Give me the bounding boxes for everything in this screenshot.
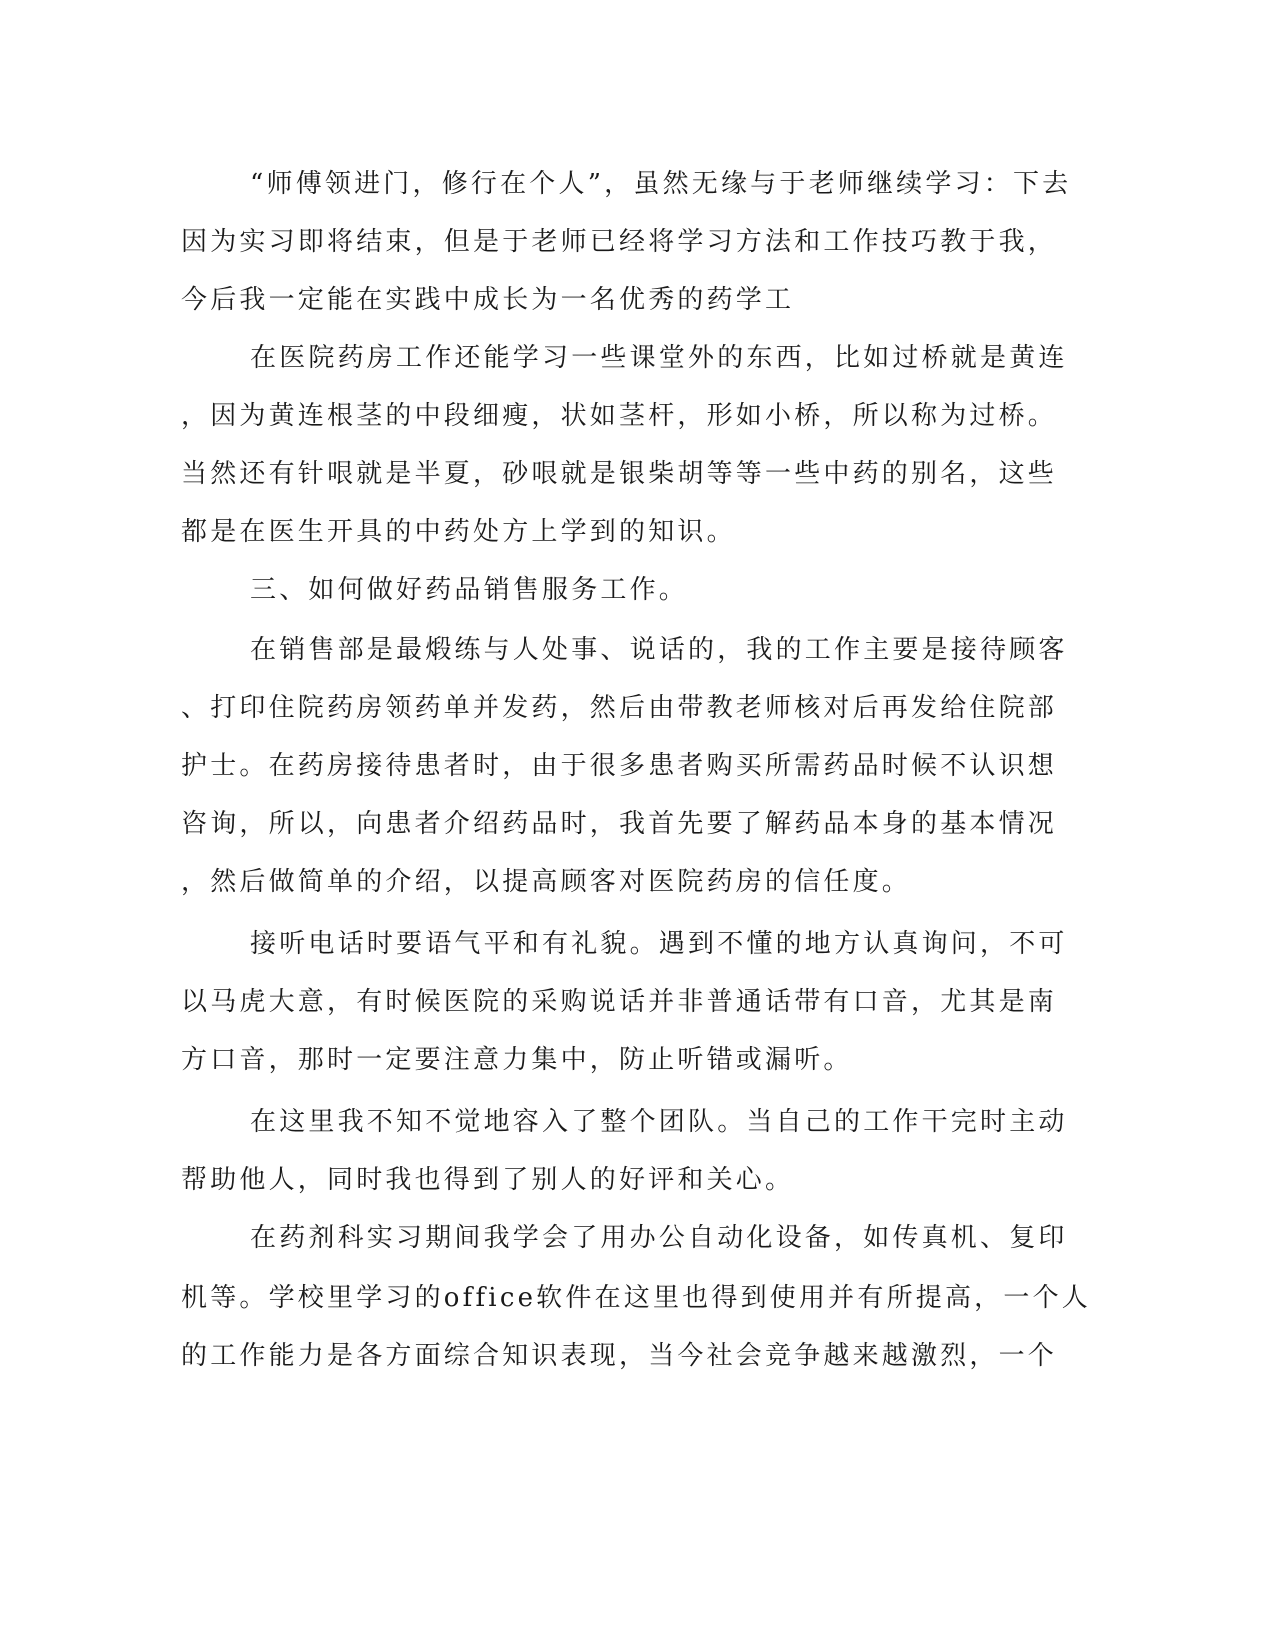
body-text-line: 机等。学校里学习的office软件在这里也得到使用并有所提高，一个人 bbox=[181, 1283, 1091, 1313]
body-text-line: 今后我一定能在实践中成长为一名优秀的药学工 bbox=[181, 285, 795, 315]
body-text-line: 都是在医生开具的中药处方上学到的知识。 bbox=[181, 517, 736, 547]
body-text-line: 护士。在药房接待患者时，由于很多患者购买所需药品时候不认识想 bbox=[181, 751, 1058, 781]
body-text-line: 在医院药房工作还能学习一些课堂外的东西，比如过桥就是黄连 bbox=[250, 343, 1068, 373]
body-text-line: 在这里我不知不觉地容入了整个团队。当自己的工作干完时主动 bbox=[250, 1107, 1068, 1137]
body-text-line: ，然后做简单的介绍，以提高顾客对医院药房的信任度。 bbox=[181, 867, 912, 897]
body-text-line: 以马虎大意，有时候医院的采购说话并非普通话带有口音，尤其是南 bbox=[181, 987, 1058, 1017]
body-text-line: 当然还有针哏就是半夏，砂哏就是银柴胡等等一些中药的别名，这些 bbox=[181, 459, 1058, 489]
body-text-line: 接听电话时要语气平和有礼貌。遇到不懂的地方认真询问，不可 bbox=[250, 929, 1068, 959]
body-text-line: ，因为黄连根茎的中段细瘦，状如茎杆，形如小桥，所以称为过桥。 bbox=[181, 401, 1058, 431]
section-heading: 三、如何做好药品销售服务工作。 bbox=[250, 575, 689, 605]
body-text-line: “师傅领进门，修行在个人”，虽然无缘与于老师继续学习：下去 bbox=[250, 169, 1072, 199]
body-text-line: 因为实习即将结束，但是于老师已经将学习方法和工作技巧教于我， bbox=[181, 227, 1058, 257]
body-text-line: 、打印住院药房领药单并发药，然后由带教老师核对后再发给住院部 bbox=[181, 693, 1058, 723]
body-text-line: 的工作能力是各方面综合知识表现，当今社会竞争越来越激烈，一个 bbox=[181, 1341, 1058, 1371]
body-text-line: 咨询，所以，向患者介绍药品时，我首先要了解药品本身的基本情况 bbox=[181, 809, 1058, 839]
body-text-line: 在销售部是最煅练与人处事、说话的，我的工作主要是接待顾客 bbox=[250, 635, 1068, 665]
body-text-line: 在药剂科实习期间我学会了用办公自动化设备，如传真机、复印 bbox=[250, 1223, 1068, 1253]
body-text-line: 方口音，那时一定要注意力集中，防止听错或漏听。 bbox=[181, 1045, 853, 1075]
body-text-line: 帮助他人，同时我也得到了别人的好评和关心。 bbox=[181, 1165, 795, 1195]
